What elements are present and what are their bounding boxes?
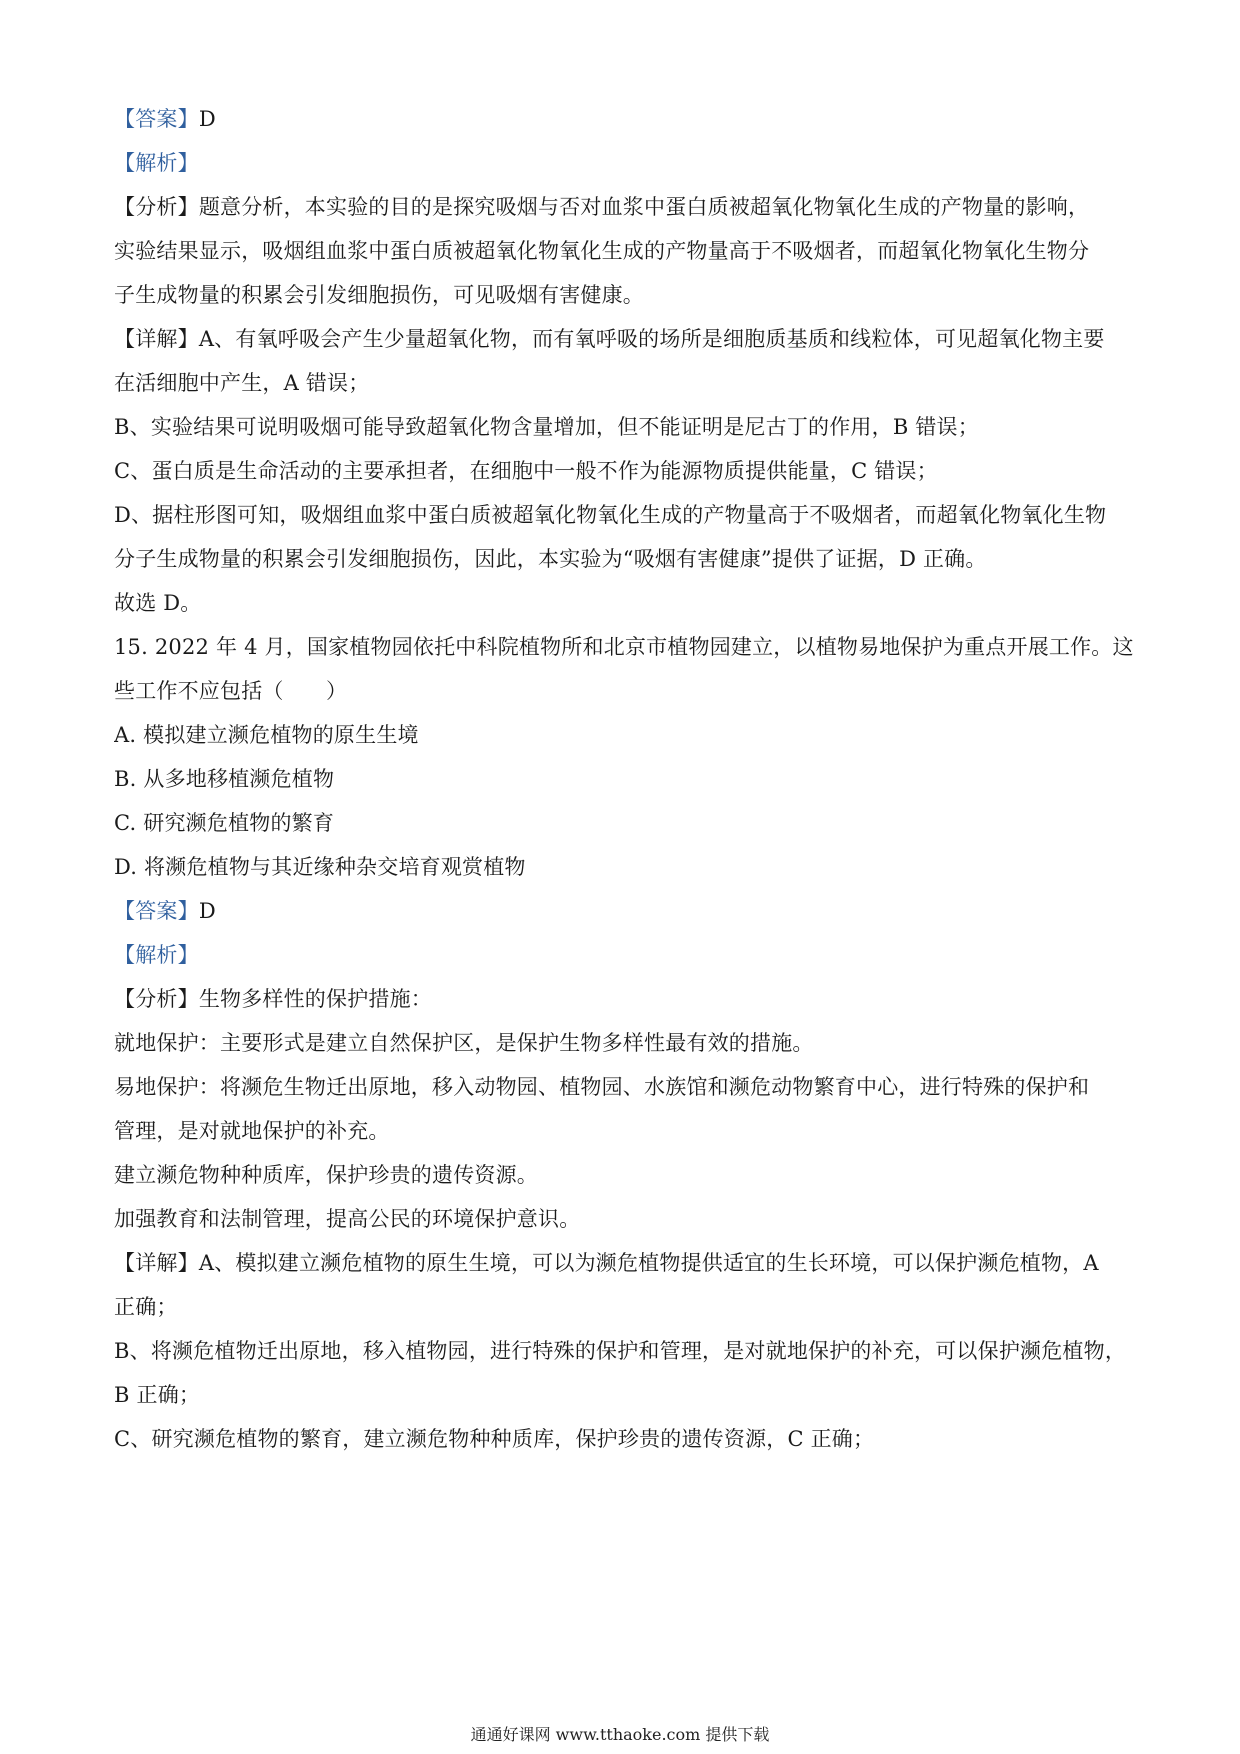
answer-value: D — [198, 107, 216, 131]
fenxi-text: 题意分析，本实验的目的是探究吸烟与否对血浆中蛋白质被超氧化物氧化生成的产物量的影响， — [198, 195, 1090, 219]
answer-tag: 【答案】 — [114, 107, 199, 131]
option-b: B. 从多地移植濒危植物 — [114, 767, 335, 791]
paragraph-line: 加强教育和法制管理，提高公民的环境保护意识。 — [114, 1207, 581, 1231]
analysis-heading-1: 【解析】 — [114, 151, 199, 175]
paragraph-line: 在活细胞中产生，A 错误； — [114, 371, 370, 395]
paragraph-line: 管理，是对就地保护的补充。 — [114, 1119, 390, 1143]
question-stem-cont: 些工作不应包括（ ） — [114, 679, 348, 703]
paragraph-line: D、据柱形图可知，吸烟组血浆中蛋白质被超氧化物氧化生成的产物量高于不吸烟者，而超氧化物氧化生物 — [114, 503, 1107, 527]
xiangjie-line-2 — [114, 1248, 1134, 1278]
paragraph-line: C、研究濒危植物的繁育，建立濒危物种种质库，保护珍贵的遗传资源，C 正确； — [114, 1427, 875, 1451]
paragraph-line: B、实验结果可说明吸烟可能导致超氧化物含量增加，但不能证明是尼古丁的作用，B 错误； — [114, 415, 979, 439]
paragraph-line: 分子生成物量的积累会引发细胞损伤，因此，本实验为“吸烟有害健康”提供了证据，D 正确。 — [114, 547, 987, 571]
xiangjie-text: A、模拟建立濒危植物的原生生境，可以为濒危植物提供适宜的生长环境，可以保护濒危植物，A — [198, 1251, 1099, 1275]
fenxi-tag: 【分析】 — [114, 195, 199, 219]
paragraph-line: 实验结果显示，吸烟组血浆中蛋白质被超氧化物氧化生成的产物量高于不吸烟者，而超氧化物氧化生物分 — [114, 239, 1090, 263]
fenxi-text: 生物多样性的保护措施： — [198, 987, 433, 1011]
answer-line-2 — [114, 896, 1134, 926]
answer-line-1 — [114, 104, 1134, 134]
analysis-heading-2: 【解析】 — [114, 943, 199, 967]
paragraph-line: 子生成物量的积累会引发细胞损伤，可见吸烟有害健康。 — [114, 283, 644, 307]
paragraph-line: B、将濒危植物迁出原地，移入植物园，进行特殊的保护和管理，是对就地保护的补充，可以保护濒危植物， — [114, 1339, 1127, 1363]
option-c: C. 研究濒危植物的繁育 — [114, 811, 335, 835]
fenxi-line-2 — [114, 984, 1134, 1014]
question-stem: 15. 2022 年 4 月，国家植物园依托中科院植物所和北京市植物园建立，以植物易地保护为重点开展工作。这 — [114, 635, 1134, 659]
xiangjie-text: A、有氧呼吸会产生少量超氧化物，而有氧呼吸的场所是细胞质基质和线粒体，可见超氧化物主要 — [198, 327, 1105, 351]
answer-value: D — [198, 899, 216, 923]
paragraph-line: 就地保护：主要形式是建立自然保护区，是保护生物多样性最有效的措施。 — [114, 1031, 814, 1055]
xiangjie-tag: 【详解】 — [114, 327, 199, 351]
paragraph-line: 建立濒危物种种质库，保护珍贵的遗传资源。 — [114, 1163, 538, 1187]
xiangjie-line-1 — [114, 324, 1134, 354]
paragraph-line: C、蛋白质是生命活动的主要承担者，在细胞中一般不作为能源物质提供能量，C 错误； — [114, 459, 938, 483]
conclusion-line: 故选 D。 — [114, 591, 202, 615]
paragraph-line: B 正确； — [114, 1383, 201, 1407]
footer-watermark: 通通好课网 www.tthaoke.com 提供下载 — [470, 1725, 770, 1744]
option-d: D. 将濒危植物与其近缘种杂交培育观赏植物 — [114, 855, 526, 879]
paragraph-line: 易地保护：将濒危生物迁出原地，移入动物园、植物园、水族馆和濒危动物繁育中心，进行特殊的保护和 — [114, 1075, 1090, 1099]
answer-tag: 【答案】 — [114, 899, 199, 923]
option-a: A. 模拟建立濒危植物的原生生境 — [114, 723, 419, 747]
paragraph-line: 正确； — [114, 1295, 178, 1319]
fenxi-tag: 【分析】 — [114, 987, 199, 1011]
xiangjie-tag: 【详解】 — [114, 1251, 199, 1275]
fenxi-line-1 — [114, 192, 1134, 222]
